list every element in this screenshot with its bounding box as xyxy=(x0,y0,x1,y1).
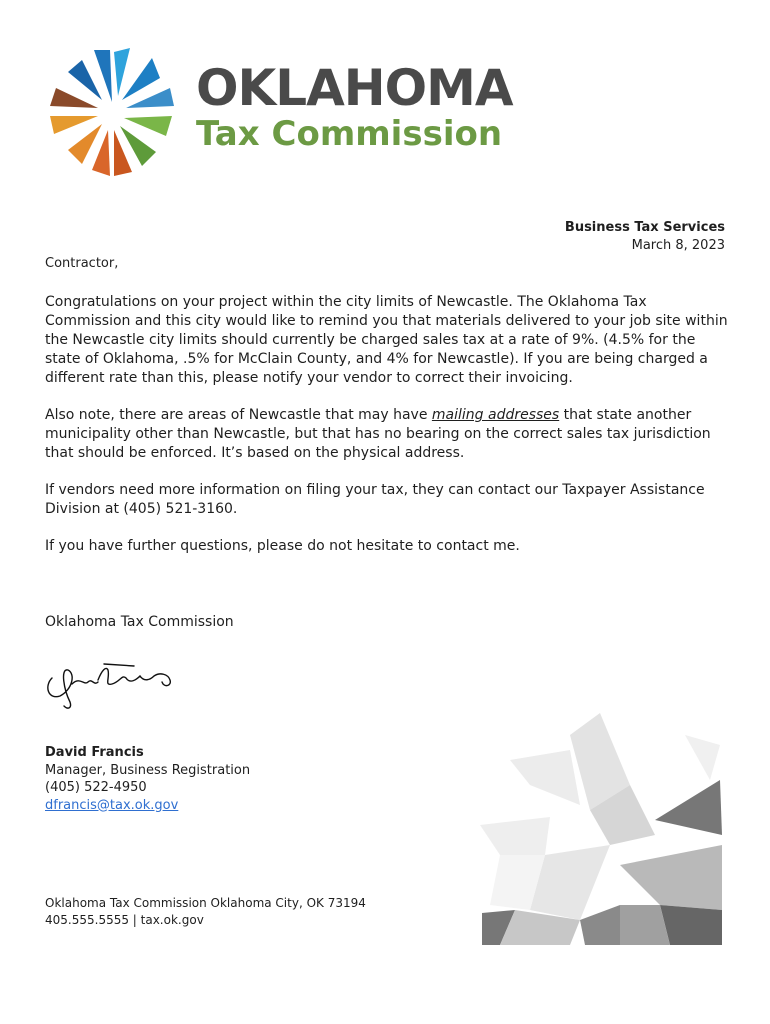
signature-icon xyxy=(42,656,192,712)
letter-body xyxy=(45,293,730,574)
paragraph-addresses-end: that state another municipality other than Newcastle, but that has no bearing on the correct sales tax jurisdiction that should be enforced. It’s based on the physical address. xyxy=(45,407,711,461)
signer-block xyxy=(45,744,250,814)
paragraph-addresses xyxy=(45,406,730,463)
salutation: Contractor, xyxy=(45,256,119,271)
org-name: OKLAHOMA xyxy=(196,59,513,117)
mailing-addresses-link[interactable]: mailing addresses xyxy=(431,407,560,423)
ok-tax-commission-logo-icon xyxy=(44,44,180,180)
paragraph-rate: Congratulations on your project within the city limits of Newcastle. The Oklahoma Tax Commission and this city would like to remind you that materials delivered to your job site within the Newcastle city limits should currently be charged sales tax at a rate of 9%. (4.5% for the state of Oklahoma, .5% for McClain County, and 4% for Newcastle). If you are being charged a different rate than this, please notify your vendor to correct their invoicing. xyxy=(45,294,728,386)
signer-phone: (405) 522-4950 xyxy=(45,780,147,795)
paragraph-addresses-start: Also note, there are areas of Newcastle that may have xyxy=(45,407,432,423)
star-watermark-icon xyxy=(470,705,730,950)
closing-org: Oklahoma Tax Commission xyxy=(45,614,234,630)
paragraph-questions: If you have further questions, please do not hesitate to contact me. xyxy=(45,538,520,554)
footer-contact: 405.555.5555 | tax.ok.gov xyxy=(45,913,204,927)
paragraph-vendors: If vendors need more information on filing your tax, they can contact our Taxpayer Assistance Division at (405) 521-3160. xyxy=(45,482,705,517)
letter-date: March 8, 2023 xyxy=(631,238,725,253)
footer xyxy=(45,895,366,929)
department-name: Business Tax Services xyxy=(564,220,725,235)
org-subtitle: Tax Commission xyxy=(196,114,503,154)
signer-title: Manager, Business Registration xyxy=(45,762,251,778)
signer-name: David Francis xyxy=(45,745,144,760)
footer-address: Oklahoma Tax Commission Oklahoma City, OK 73194 xyxy=(45,896,366,910)
signer-email-link[interactable]: dfrancis@tax.ok.gov xyxy=(45,797,179,813)
